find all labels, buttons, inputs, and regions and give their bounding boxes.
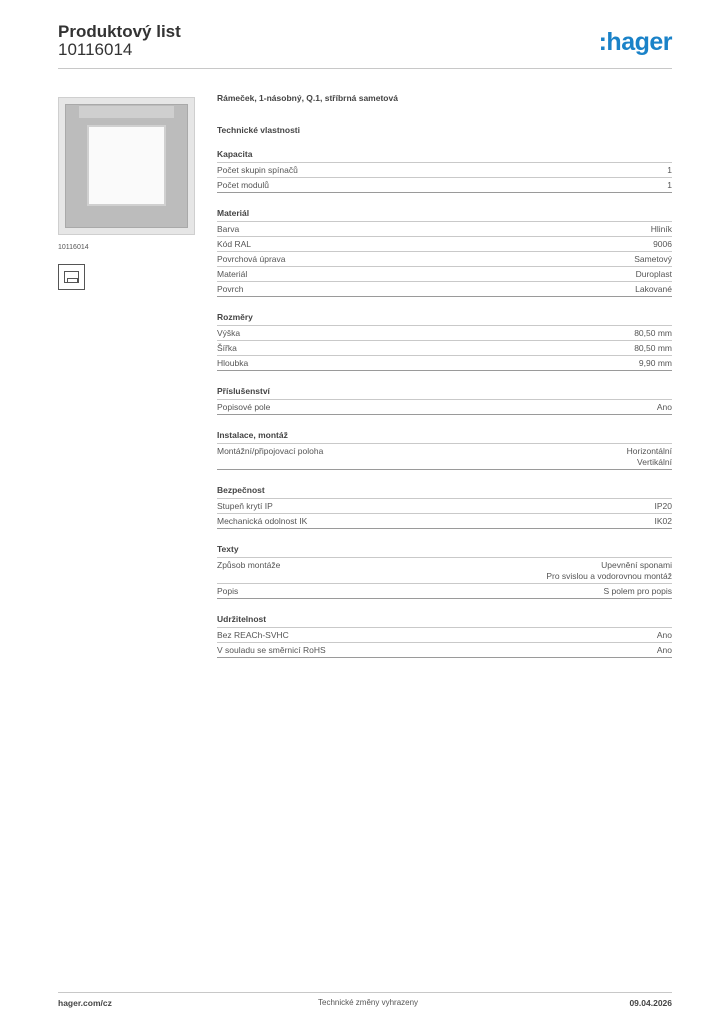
property-value [635, 284, 672, 295]
property-row [217, 267, 672, 282]
section-heading: Udržitelnost [217, 614, 672, 628]
property-section [217, 149, 672, 193]
property-row [217, 400, 672, 415]
property-value-line: Hliník [650, 224, 672, 234]
property-row [217, 514, 672, 529]
property-value [639, 358, 672, 369]
property-row [217, 628, 672, 643]
property-label: Povrch [217, 284, 244, 294]
footer-website: hager.com/cz [58, 998, 112, 1008]
tech-heading: Technické vlastnosti [217, 125, 300, 135]
footer-divider [58, 992, 672, 993]
property-value [667, 180, 672, 191]
property-row [217, 252, 672, 267]
property-row [217, 643, 672, 658]
symbol-inner [64, 271, 79, 283]
property-value [634, 328, 672, 339]
section-heading: Kapacita [217, 149, 672, 163]
property-value [655, 516, 673, 527]
property-label: Montážní/připojovací poloha [217, 446, 324, 456]
property-value-line: 9006 [653, 239, 672, 249]
symbol-strip [67, 278, 78, 283]
property-row [217, 163, 672, 178]
property-value-line: 9,90 mm [638, 358, 672, 368]
property-section [217, 312, 672, 371]
property-value [657, 402, 672, 413]
property-section [217, 485, 672, 529]
product-content [217, 90, 672, 658]
mounting-symbol-icon [58, 264, 85, 290]
property-value [634, 254, 672, 265]
property-row [217, 558, 672, 584]
page-title: Produktový list [58, 22, 181, 41]
label-strip [79, 106, 174, 118]
property-value [653, 239, 672, 250]
property-section [217, 614, 672, 658]
property-row [217, 356, 672, 371]
property-label: Šířka [217, 343, 237, 353]
property-value-line: 80,50 mm [634, 328, 672, 338]
section-heading: Materiál [217, 208, 672, 222]
frame-outer [65, 104, 188, 228]
property-label: V souladu se směrnicí RoHS [217, 645, 326, 655]
property-value-line: Upevnění sponami [601, 560, 672, 570]
property-label: Popis [217, 586, 239, 596]
property-label: Počet skupin spínačů [217, 165, 298, 175]
property-label: Povrchová úprava [217, 254, 286, 264]
property-row [217, 499, 672, 514]
property-label: Stupeň krytí IP [217, 501, 273, 511]
section-heading: Bezpečnost [217, 485, 672, 499]
property-label: Kód RAL [217, 239, 252, 249]
property-label: Mechanická odolnost IK [217, 516, 308, 526]
property-value [627, 446, 672, 468]
property-value-line: Duroplast [635, 269, 672, 279]
property-section [217, 208, 672, 297]
property-value-line: 80,50 mm [634, 343, 672, 353]
property-value [657, 630, 672, 641]
property-row [217, 178, 672, 193]
property-sections [217, 149, 672, 658]
product-name: Rámeček, 1-násobný, Q.1, stříbrná sametová [217, 93, 398, 103]
property-value [667, 165, 672, 176]
page-header [58, 20, 672, 70]
property-row [217, 237, 672, 252]
section-heading: Příslušenství [217, 386, 672, 400]
section-heading: Rozměry [217, 312, 672, 326]
property-value-line: Horizontální [626, 446, 672, 456]
section-heading: Instalace, montáž [217, 430, 672, 444]
property-value [655, 501, 673, 512]
property-value-line: Lakované [635, 284, 672, 294]
image-caption: 10116014 [58, 244, 89, 251]
property-value-line: Ano [656, 645, 672, 655]
property-value-line: 1 [667, 165, 672, 175]
property-value [546, 560, 672, 582]
property-value-line: Ano [656, 402, 672, 412]
property-section [217, 386, 672, 415]
property-value [603, 586, 672, 597]
section-heading: Texty [217, 544, 672, 558]
property-value [636, 269, 672, 280]
property-label: Materiál [217, 269, 248, 279]
property-value [657, 645, 672, 656]
property-row [217, 222, 672, 237]
property-label: Výška [217, 328, 241, 338]
product-number: 10116014 [58, 40, 133, 59]
hager-logo: :hager [598, 28, 672, 56]
frame-opening [87, 125, 166, 206]
property-row [217, 341, 672, 356]
property-value-line: 1 [667, 180, 672, 190]
property-section [217, 430, 672, 470]
property-value-line: Sametový [634, 254, 672, 264]
property-label: Počet modulů [217, 180, 269, 190]
property-row [217, 282, 672, 297]
property-value-line: Ano [656, 630, 672, 640]
property-value-line: IP20 [654, 501, 672, 511]
property-label: Popisové pole [217, 402, 271, 412]
property-value-line: Pro svislou a vodorovnou montáž [546, 571, 672, 581]
property-label: Hloubka [217, 358, 249, 368]
property-value-line: Vertikální [637, 457, 672, 467]
property-value [651, 224, 672, 235]
footer-date: 09.04.2026 [629, 998, 672, 1008]
property-row [217, 444, 672, 470]
property-value [634, 343, 672, 354]
property-label: Způsob montáže [217, 560, 281, 570]
footer-note: Technické změny vyhrazeny [318, 998, 419, 1007]
header-divider [58, 68, 672, 69]
property-value-line: IK02 [654, 516, 672, 526]
product-image [58, 97, 195, 235]
property-row [217, 584, 672, 599]
property-value-line: S polem pro popis [603, 586, 672, 596]
property-label: Bez REACh-SVHC [217, 630, 289, 640]
property-row [217, 326, 672, 341]
property-section [217, 544, 672, 599]
property-label: Barva [217, 224, 240, 234]
